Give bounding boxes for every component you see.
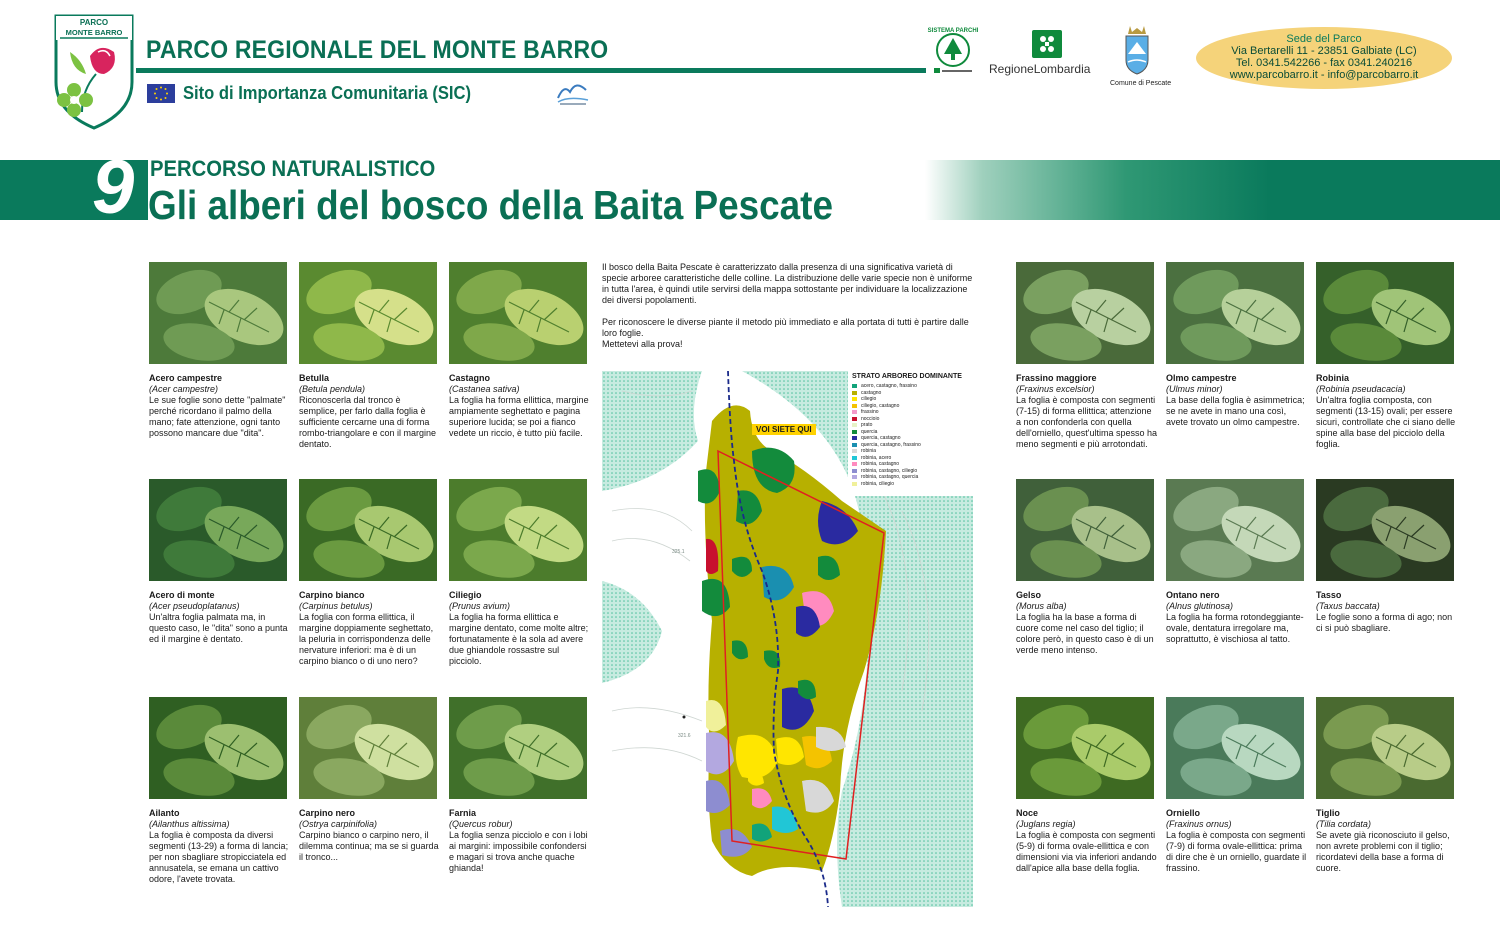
intro-paragraph: Per riconoscere le diverse piante il metodo più immediato e alla portata di tutti è partire dalle loro foglie. (602, 317, 969, 338)
sistema-parchi-logo (926, 24, 980, 76)
tree-description: La foglia è composta con segmenti (7-15) di forma ellittica; attenzione a non confonderla con quella dell'orniello, quest'ultima spesso ha meno segmenti e più arrotondati. (1016, 395, 1158, 449)
tree-description: Riconoscerla dal tronco è semplice, per farlo dalla foglia è sufficiente cercarne una di forma rombo-triangolare e con il margine dentato. (299, 395, 437, 449)
regione-lombardia-label: RegioneLombardia (989, 62, 1091, 76)
map-spot-label: 325.1 (672, 549, 685, 555)
tree-card (1316, 697, 1458, 874)
legend-swatch (852, 482, 857, 486)
tree-name: Acero campestre (149, 373, 223, 383)
legend-swatch (852, 456, 857, 460)
legend-swatch (852, 410, 857, 414)
tree-description: Se avete già riconosciuto il gelso, non avrete problemi con il tiglio; ricordatevi della base a forma di cuore. (1316, 830, 1450, 873)
tree-name: Frassino maggiore (1016, 373, 1097, 383)
tree-card (1166, 262, 1308, 428)
header-rule (136, 68, 926, 73)
tree-name: Ailanto (149, 808, 180, 818)
tree-name: Ciliegio (449, 590, 482, 600)
tree-latin-name: (Ulmus minor) (1166, 384, 1223, 394)
legend-label: robinia (861, 448, 877, 455)
leaf-photo (1166, 697, 1304, 799)
legend-label: quercia, castagno (861, 435, 901, 442)
legend-swatch (852, 475, 857, 479)
logo-text-line1: PARCO (79, 18, 109, 27)
intro-paragraph: Il bosco della Baita Pescate è caratterizzato dalla presenza di una significativa varietà di specie arboree caratteristiche delle colline. La distribuzione delle varie specie non è uniforme in tutta l'area, è quindi utile servirsi della mappa sottostante per individuare la localizzazione dei diversi popolamenti. (602, 262, 973, 305)
tree-description: Un'altra foglia palmata ma, in questo caso, le "dita" sono a punta ed il margine è dentato. (149, 612, 288, 644)
tree-description: La foglia con forma ellittica, il margine doppiamente seghettato, la peluria in corrispondenza delle nervature inferiori: ma è di un carpino bianco o di uno nero? (299, 612, 434, 666)
tree-name: Acero di monte (149, 590, 215, 600)
leaf-photo (449, 697, 587, 799)
legend-label: prato (861, 422, 873, 429)
tree-name: Farnia (449, 808, 477, 818)
sic-label: Sito di Importanza Comunitaria (SIC) (183, 83, 471, 103)
tree-latin-name: (Juglans regia) (1016, 819, 1076, 829)
eu-flag-icon (147, 84, 175, 103)
legend-label: robinia, acero (861, 454, 892, 461)
leaf-photo (1016, 262, 1154, 364)
tree-description: La foglia è composta con segmenti (5-9) di forma ovale-ellittica e con dimensioni via via inferiori andando dall'apice alla base della foglia. (1016, 830, 1157, 873)
leaf-photo (299, 697, 437, 799)
comune-pescate-label: Comune di Pescate (1110, 80, 1172, 87)
tree-name: Carpino nero (299, 808, 356, 818)
tree-card (299, 697, 441, 863)
leaf-photo (1166, 479, 1304, 581)
sede-phone: Tel. 0341.542266 - fax 0341.240216 (1235, 57, 1413, 69)
tree-name: Tiglio (1316, 808, 1340, 818)
legend-swatch (852, 417, 857, 421)
legend-swatch (852, 469, 857, 473)
tree-card (1016, 697, 1158, 874)
tree-card (1316, 262, 1458, 450)
legend-label: robinia, ciliegio (861, 480, 895, 487)
tree-card (1316, 479, 1458, 634)
tree-name: Castagno (449, 373, 491, 383)
tree-latin-name: (Tilia cordata) (1316, 819, 1371, 829)
tree-name: Robinia (1316, 373, 1349, 383)
intro-paragraph: Mettetevi alla prova! (602, 339, 683, 349)
legend-title: STRATO ARBOREO DOMINANTE (852, 373, 962, 380)
sede-web: www.parcobarro.it - info@parcobarro.it (1229, 69, 1419, 81)
logo-text-line2: MONTE BARRO (65, 28, 123, 37)
leaf-photo (449, 479, 587, 581)
tree-latin-name: (Ostrya carpinifolia) (299, 819, 378, 829)
regione-lombardia-icon (1032, 30, 1062, 58)
tree-description: La foglia ha forma ellittica e margine dentato, come molte altre; fortunatamente è la sola ad avere due ghiandole rossastre sul picciolo. (449, 612, 589, 666)
tree-latin-name: (Morus alba) (1016, 601, 1067, 611)
leaf-photo (149, 697, 287, 799)
legend-label: castagno (861, 389, 882, 396)
tree-latin-name: (Quercus robur) (449, 819, 513, 829)
intro-text (602, 262, 976, 361)
natura-2000-logo (556, 78, 590, 106)
tree-card (149, 479, 291, 645)
legend-label: robinia, castagno (861, 461, 900, 468)
map-legend (848, 371, 974, 496)
park-logo (52, 12, 136, 130)
tree-latin-name: (Ailanthus altissima) (149, 819, 230, 829)
legend-swatch (852, 391, 857, 395)
park-title: PARCO REGIONALE DEL MONTE BARRO (146, 36, 609, 64)
legend-label: frassino (861, 409, 879, 416)
tree-description: Un'altra foglia composta, con segmenti (13-15) ovali; per essere sicuri, controllate che ci siano delle spine alla base del picciolo della foglia. (1316, 395, 1456, 449)
tree-latin-name: (Alnus glutinosa) (1166, 601, 1234, 611)
tree-name: Tasso (1316, 590, 1342, 600)
tree-card (149, 262, 291, 439)
tree-latin-name: (Prunus avium) (449, 601, 511, 611)
tree-name: Noce (1016, 808, 1039, 818)
legend-item (852, 481, 970, 488)
comune-pescate-crest (1120, 24, 1154, 76)
tree-description: Le foglie sono a forma di ago; non ci si può sbagliare. (1316, 612, 1453, 633)
leaf-photo (149, 479, 287, 581)
tree-description: La foglia è composta da diversi segmenti (13-29) a forma di lancia; per non sbagliare stropicciatela ed annusatela, se emana un cattivo odore, l'avete trovata. (149, 830, 289, 884)
tree-name: Gelso (1016, 590, 1042, 600)
legend-label: quercia (861, 428, 878, 435)
park-contact-info (1196, 27, 1452, 89)
legend-swatch (852, 397, 857, 401)
section-subtitle: PERCORSO NATURALISTICO (150, 156, 436, 181)
legend-label: robinia, castagno, ciliegio (861, 467, 918, 474)
legend-swatch (852, 462, 857, 466)
map-spot-label: 321.6 (678, 733, 691, 739)
legend-label: ciliegio (861, 396, 877, 403)
leaf-photo (1166, 262, 1304, 364)
tree-name: Carpino bianco (299, 590, 365, 600)
tree-latin-name: (Taxus baccata) (1316, 601, 1380, 611)
tree-card (449, 479, 591, 667)
tree-latin-name: (Fraxinus ornus) (1166, 819, 1232, 829)
legend-label: ciliegio, castagno (861, 402, 900, 409)
title-band-right (925, 160, 1500, 220)
sistema-parchi-text: SISTEMA PARCHI (927, 28, 979, 34)
legend-swatch (852, 430, 857, 434)
map-zone-quercia (732, 557, 752, 577)
legend-label: acero, castagno, frassino (861, 383, 917, 390)
leaf-photo (1316, 697, 1454, 799)
tree-card (149, 697, 291, 885)
tree-name: Betulla (299, 373, 330, 383)
tree-card (1016, 262, 1158, 450)
tree-description: Carpino bianco o carpino nero, il dilemma continua; ma se si guarda il tronco... (299, 830, 439, 862)
tree-card (299, 479, 441, 667)
tree-latin-name: (Castanea sativa) (449, 384, 520, 394)
leaf-photo (299, 262, 437, 364)
tree-description: La foglia è composta con segmenti (7-9) di forma ovale-ellittica: prima di dire che è un orniello, guardate il frassino. (1166, 830, 1307, 873)
you-are-here-label: VOI SIETE QUI (752, 424, 816, 435)
tree-description: La foglia ha forma ellittica, margine ampiamente seghettato e pagina superiore lucida; se poi a fianco vedete un riccio, è tutto più facile. (449, 395, 589, 438)
tree-description: Le sue foglie sono dette "palmate" perché ricordano il palmo della mano; fate attenzione, ogni tanto possono mancare due "dita". (149, 395, 286, 438)
legend-swatch (852, 404, 857, 408)
tree-name: Orniello (1166, 808, 1201, 818)
legend-swatch (852, 449, 857, 453)
tree-card (1016, 479, 1158, 656)
legend-swatch (852, 384, 857, 388)
leaf-photo (1316, 262, 1454, 364)
leaf-photo (1016, 479, 1154, 581)
section-number: 9 (92, 145, 135, 230)
legend-label: robinia, castagno, quercia (861, 474, 919, 481)
tree-card (449, 697, 591, 874)
tree-card (1166, 479, 1308, 645)
tree-latin-name: (Carpinus betulus) (299, 601, 373, 611)
sede-title: Sede del Parco (1286, 33, 1362, 45)
tree-name: Olmo campestre (1166, 373, 1237, 383)
tree-name: Ontano nero (1166, 590, 1220, 600)
leaf-photo (1316, 479, 1454, 581)
legend-label: quercia, castagno, frassino (861, 441, 921, 448)
legend-swatch (852, 436, 857, 440)
legend-label: noccioio (861, 415, 880, 422)
tree-latin-name: (Betula pendula) (299, 384, 366, 394)
tree-latin-name: (Fraxinus excelsior) (1016, 384, 1095, 394)
tree-latin-name: (Acer pseudoplatanus) (149, 601, 240, 611)
tree-description: La foglia ha la base a forma di cuore come nel caso del tiglio; il colore però, in questo caso è di un verde meno intenso. (1016, 612, 1154, 655)
page-title: Gli alberi del bosco della Baita Pescate (148, 182, 833, 228)
leaf-photo (299, 479, 437, 581)
leaf-photo (149, 262, 287, 364)
tree-latin-name: (Acer campestre) (149, 384, 219, 394)
leaf-photo (449, 262, 587, 364)
tree-description: La foglia senza picciolo e con i lobi ai margini: impossibile confondersi e magari si trova anche quache ghianda! (449, 830, 588, 873)
tree-description: La foglia ha forma rotondeggiante-ovale, dentatura irregolare ma, soprattutto, è vischiosa al tatto. (1166, 612, 1304, 644)
legend-swatch (852, 443, 857, 447)
tree-card (449, 262, 591, 439)
tree-card (1166, 697, 1308, 874)
tree-description: La base della foglia è asimmetrica; se ne avete in mano una così, avete trovato un olmo campestre. (1166, 395, 1305, 427)
tree-latin-name: (Robinia pseudacacia) (1316, 384, 1406, 394)
leaf-photo (1016, 697, 1154, 799)
sede-address: Via Bertarelli 11 - 23851 Galbiate (LC) (1231, 45, 1417, 57)
tree-card (299, 262, 441, 450)
legend-swatch (852, 423, 857, 427)
